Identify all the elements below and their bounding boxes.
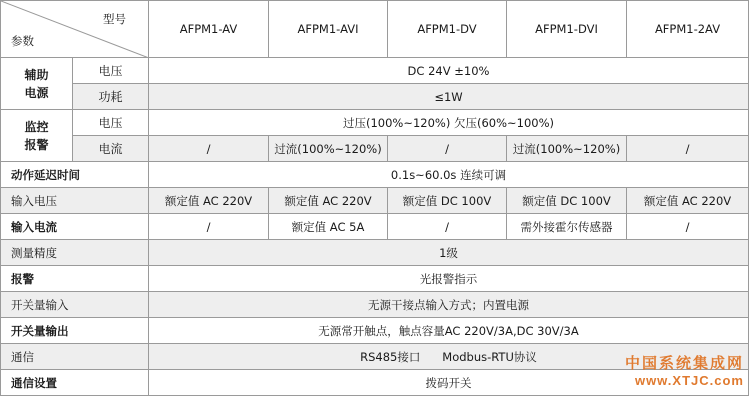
row-value: 1级 <box>149 240 749 266</box>
row-value: 过压(100%~120%) 欠压(60%~100%) <box>149 110 749 136</box>
row-label: 电流 <box>73 136 149 162</box>
model-header: AFPM1-AVI <box>269 1 388 58</box>
row-value: / <box>149 214 269 240</box>
row-value: 过流(100%~120%) <box>507 136 627 162</box>
row-value: / <box>627 136 749 162</box>
row-value: 额定值 AC 220V <box>627 188 749 214</box>
table-row <box>1 240 749 266</box>
table-row <box>1 318 749 344</box>
row-label: 开关量输入 <box>1 292 149 318</box>
table-row <box>1 344 749 370</box>
watermark-url: www.XTJC.com <box>634 373 744 388</box>
header-corner-cell <box>1 1 149 58</box>
row-value: 额定值 AC 220V <box>149 188 269 214</box>
row-value: 需外接霍尔传感器 <box>507 214 627 240</box>
group-aux-power: 辅助 电源 <box>1 58 73 110</box>
corner-param-label: 参数 <box>11 34 34 48</box>
row-label: 电压 <box>73 58 149 84</box>
row-value: 无源常开触点，触点容量AC 220V/3A,DC 30V/3A <box>149 318 749 344</box>
diagonal-divider <box>1 1 149 58</box>
table-row <box>1 136 749 162</box>
watermark-text: 中国系统集成网 <box>624 354 744 372</box>
row-value: DC 24V ±10% <box>149 58 749 84</box>
row-value: RS485接口 Modbus-RTU协议 <box>149 344 749 370</box>
table-row <box>1 84 749 110</box>
table-row <box>1 370 749 396</box>
row-value: 额定值 DC 100V <box>507 188 627 214</box>
group-monitor-alarm: 监控 报警 <box>1 110 73 162</box>
row-label: 电压 <box>73 110 149 136</box>
table-row <box>1 110 749 136</box>
row-value: / <box>627 214 749 240</box>
model-header: AFPM1-DV <box>388 1 507 58</box>
row-label: 动作延迟时间 <box>1 162 149 188</box>
table-row <box>1 188 749 214</box>
row-label: 输入电压 <box>1 188 149 214</box>
model-header: AFPM1-AV <box>149 1 269 58</box>
table-row <box>1 162 749 188</box>
row-value: 拨码开关 <box>149 370 749 396</box>
row-value: 额定值 DC 100V <box>388 188 507 214</box>
row-label: 功耗 <box>73 84 149 110</box>
row-value: 光报警指示 <box>149 266 749 292</box>
row-value: 额定值 AC 5A <box>269 214 388 240</box>
row-value: 无源干接点输入方式；内置电源 <box>149 292 749 318</box>
row-label: 测量精度 <box>1 240 149 266</box>
row-label: 输入电流 <box>1 214 149 240</box>
row-label: 通信 <box>1 344 149 370</box>
row-value: / <box>149 136 269 162</box>
row-value: 额定值 AC 220V <box>269 188 388 214</box>
table-row <box>1 214 749 240</box>
header-row <box>1 1 749 58</box>
corner-model-label: 型号 <box>103 12 126 26</box>
table-row <box>1 58 749 84</box>
table-row <box>1 292 749 318</box>
row-value: 过流(100%~120%) <box>269 136 388 162</box>
model-header: AFPM1-2AV <box>627 1 749 58</box>
row-value: / <box>388 214 507 240</box>
row-value: ≤1W <box>149 84 749 110</box>
row-label: 报警 <box>1 266 149 292</box>
model-header: AFPM1-DVI <box>507 1 627 58</box>
row-value: / <box>388 136 507 162</box>
row-label: 开关量输出 <box>1 318 149 344</box>
row-value: 0.1s~60.0s 连续可调 <box>149 162 749 188</box>
table-row <box>1 266 749 292</box>
row-label: 通信设置 <box>1 370 149 396</box>
